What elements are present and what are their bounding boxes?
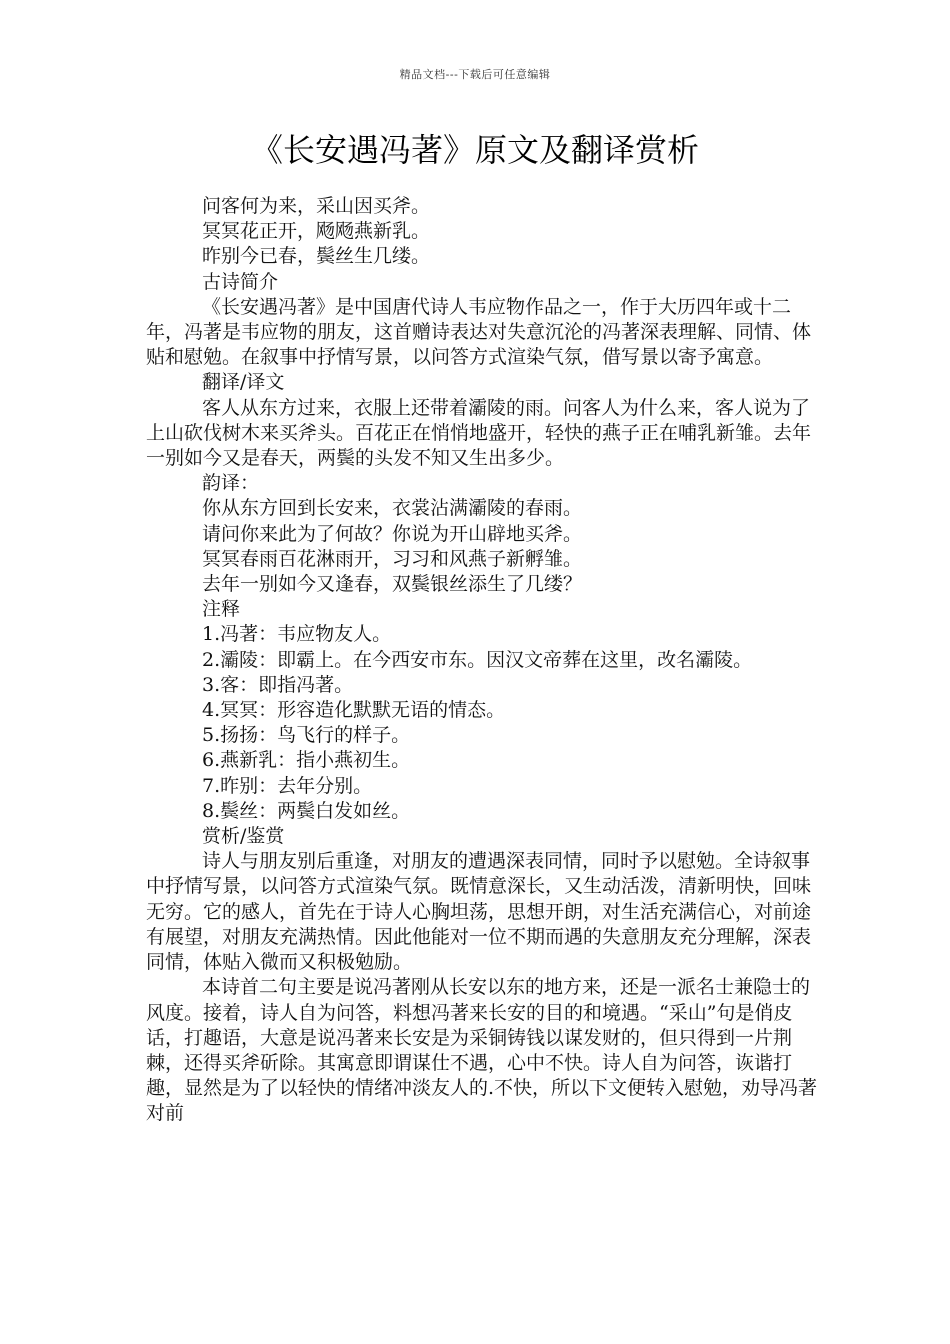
page-title: 《长安遇冯著》原文及翻译赏析 (250, 131, 699, 169)
rhyme-line: 你从东方回到长安来，衣裳沾满灞陵的春雨。 (202, 497, 583, 520)
note-item: 8.鬓丝：两鬓白发如丝。 (202, 799, 411, 822)
note-item: 1.冯著：韦应物友人。 (202, 623, 392, 646)
intro-heading: 古诗简介 (202, 270, 279, 293)
note-item: 3.客：即指冯著。 (202, 673, 354, 696)
appreciation-paragraph: 本诗首二句主要是说冯著刚从长安以东的地方来，还是一派名士兼隐士的风度。接着，诗人自为问答，料想冯著来长安的目的和境遇。“采山”句是俏皮话，打趣语，大意是说冯著来长安是为采铜铸钱以谋发财的，但只得到一片荆棘，还得买斧斫除。其寓意即谓谋仕不遇，心中不快。诗人自为问答，诙谐打趣，显然是为了以轻快的情绪冲淡友人的.不快，所以下文便转入慰勉，劝导冯著对前 (146, 976, 818, 1125)
notes-heading: 注释 (202, 598, 241, 621)
note-item: 2.灞陵：即霸上。在今西安市东。因汉文帝葬在这里，改名灞陵。 (202, 648, 753, 671)
appreciation-heading: 赏析/鉴赏 (202, 825, 285, 848)
poem-line: 昨别今已春，鬓丝生几缕。 (202, 245, 431, 268)
note-item: 5.扬扬：鸟飞行的样子。 (202, 724, 411, 747)
translation-heading: 翻译/译文 (202, 371, 285, 394)
poem-line: 冥冥花正开，飏飏燕新乳。 (202, 220, 431, 243)
document-body (146, 194, 822, 1127)
rhyme-heading: 韵译： (202, 472, 260, 495)
note-item: 6.燕新乳：指小燕初生。 (202, 749, 411, 772)
header-note: 精品文档---下载后可任意编辑 (399, 68, 551, 81)
intro-paragraph: 《长安遇冯著》是中国唐代诗人韦应物作品之一，作于大历四年或十二年，冯著是韦应物的朋友，这首赠诗表达对失意沉沦的冯著深表理解、同情、体贴和慰勉。在叙事中抒情写景，以问答方式渲染气氛，借写景以寄予寓意。 (146, 295, 812, 369)
rhyme-line: 冥冥春雨百花淋雨开，习习和风燕子新孵雏。 (202, 547, 583, 570)
note-item: 4.冥冥：形容造化默默无语的情态。 (202, 699, 506, 722)
rhyme-line: 请问你来此为了何故？你说为开山辟地买斧。 (202, 522, 583, 545)
poem-line: 问客何为来，采山因买斧。 (202, 195, 431, 217)
translation-paragraph: 客人从东方过来，衣服上还带着灞陵的雨。问客人为什么来，客人说为了上山砍伐树木来买斧头。百花正在悄悄地盛开，轻快的燕子正在哺乳新雏。去年一别如今又是春天，两鬓的头发不知又生出多少。 (146, 396, 812, 470)
note-item: 7.昨别：去年分别。 (202, 774, 373, 797)
rhyme-line: 去年一别如今又逢春，双鬓银丝添生了几缕？ (202, 573, 583, 596)
appreciation-paragraph: 诗人与朋友别后重逢，对朋友的遭遇深表同情，同时予以慰勉。全诗叙事中抒情写景，以问答方式渲染气氛。既情意深长，又生动活泼，清新明快，回味无穷。它的感人，首先在于诗人心胸坦荡，思想开朗，对生活充满信心，对前途有展望，对朋友充满热情。因此他能对一位不期而遇的失意朋友充分理解，深表同情，体贴入微而又积极勉励。 (146, 850, 812, 974)
